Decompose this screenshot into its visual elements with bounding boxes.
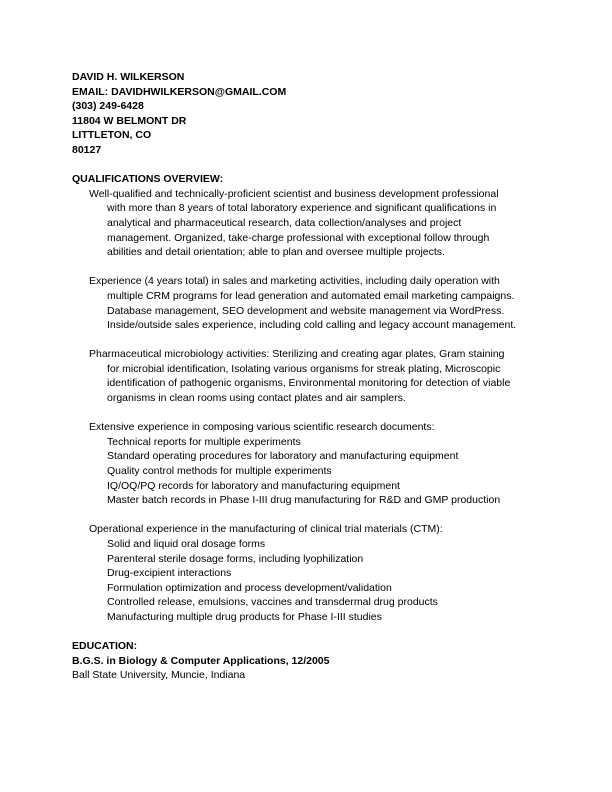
city-line: LITTLETON, CO	[72, 129, 152, 142]
paragraph-line: analytical and pharmaceutical research, data collection/analyses and project	[107, 216, 462, 229]
list-item: Master batch records in Phase I-III drug manufacturing for R&D and GMP production	[107, 494, 501, 507]
school-line: Ball State University, Muncie, Indiana	[72, 669, 246, 682]
education-heading: EDUCATION:	[72, 640, 138, 653]
list-item: Manufacturing multiple drug products for Phase I-III studies	[107, 610, 382, 623]
documents-heading: Extensive experience in composing various scientific research documents:	[89, 421, 435, 434]
paragraph-line: multiple CRM programs for lead generation and automated email marketing campaigns.	[107, 289, 515, 302]
ctm-heading: Operational experience in the manufacturing of clinical trial materials (CTM):	[89, 523, 443, 536]
qualifications-paragraph-2	[89, 274, 552, 332]
list-item: Controlled release, emulsions, vaccines and transdermal drug products	[107, 596, 438, 609]
qualifications-paragraph-3	[89, 347, 552, 405]
paragraph-line: Experience (4 years total) in sales and marketing activities, including daily operation with	[89, 275, 500, 288]
paragraph-line: Well-qualified and technically-proficient scientist and business development professional	[89, 187, 499, 200]
contact-block	[72, 70, 552, 158]
list-item: Solid and liquid oral dosage forms	[107, 538, 266, 550]
paragraph-line: management. Organized, take-charge professional with exceptional follow through	[107, 231, 490, 244]
qualifications-heading: QUALIFICATIONS OVERVIEW:	[72, 173, 224, 186]
paragraph-line: organisms in clean rooms using contact plates and air samplers.	[107, 392, 406, 405]
qualifications-paragraph-1	[89, 187, 552, 260]
degree-line: B.G.S. in Biology & Computer Applications, 12/2005	[72, 654, 330, 667]
paragraph-line: with more than 8 years of total laboratory experience and significant qualifications in	[107, 202, 497, 215]
applicant-name: DAVID H. WILKERSON	[72, 71, 185, 83]
list-item: Standard operating procedures for laboratory and manufacturing equipment	[107, 450, 459, 463]
paragraph-line: Database management, SEO development and website management via WordPress.	[107, 304, 505, 317]
list-item: Technical reports for multiple experiments	[107, 435, 301, 448]
list-item: Parenteral sterile dosage forms, including lyophilization	[107, 552, 364, 565]
paragraph-line: abilities and detail orientation; able to plan and oversee multiple projects.	[107, 246, 445, 259]
email-line: EMAIL: DAVIDHWILKERSON@GMAIL.COM	[72, 85, 287, 98]
list-item: Quality control methods for multiple experiments	[107, 465, 332, 478]
resume-page	[72, 70, 552, 683]
zip-line: 80127	[72, 143, 102, 156]
documents-list	[107, 435, 552, 508]
street-line: 11804 W BELMONT DR	[72, 114, 187, 127]
ctm-list	[107, 537, 552, 625]
list-item: Formulation optimization and process development/validation	[107, 581, 392, 594]
paragraph-line: Inside/outside sales experience, including cold calling and legacy account management.	[107, 319, 517, 332]
paragraph-line: identification of pathogenic organisms, Environmental monitoring for detection of viable	[107, 377, 511, 390]
list-item: IQ/OQ/PQ records for laboratory and manufacturing equipment	[107, 479, 400, 492]
phone-line: (303) 249-6428	[72, 100, 144, 113]
list-item: Drug-excipient interactions	[107, 567, 232, 580]
paragraph-line: Pharmaceutical microbiology activities: Sterilizing and creating agar plates, Gram staining	[89, 348, 505, 361]
paragraph-line: for microbial identification, Isolating various organisms for streak plating, Microscopic	[107, 362, 501, 375]
